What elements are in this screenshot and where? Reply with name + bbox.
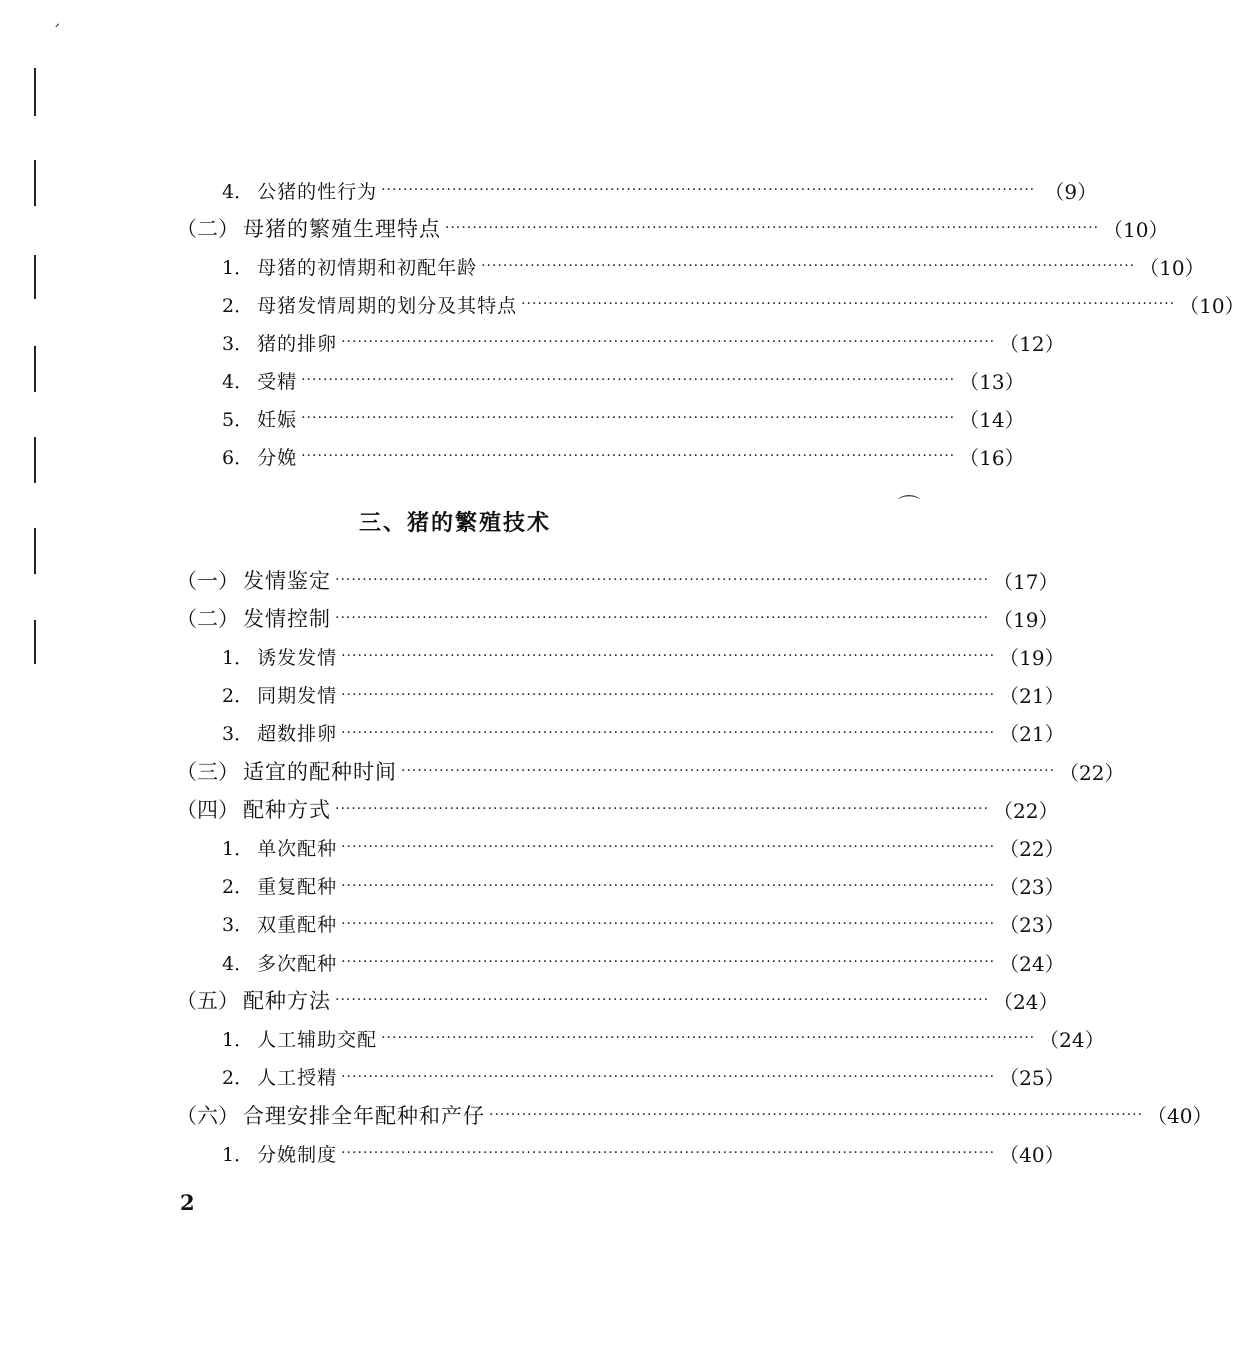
toc-entry-number: 3． <box>222 332 254 355</box>
toc-entry-title: 合理安排全年配种和产仔 <box>243 1103 485 1128</box>
toc-entry-page: （40） <box>1147 1104 1213 1129</box>
toc-leader-dots: ························································································································ <box>341 1068 996 1085</box>
toc-entry <box>222 717 1065 749</box>
toc-entry <box>222 946 1065 978</box>
toc-entry-number: （五） <box>176 989 239 1014</box>
toc-entry-title: 受精 <box>257 370 298 393</box>
toc-leader-dots: ························································································································ <box>489 1106 1144 1123</box>
toc-entry <box>176 793 1059 825</box>
toc-entry-title: 多次配种 <box>257 952 338 975</box>
toc-entry-title: 母猪的繁殖生理特点 <box>243 217 441 241</box>
toc-entry-page: （25） <box>999 1066 1065 1091</box>
margin-mark <box>34 68 36 116</box>
toc-entry-page: （10） <box>1179 293 1245 318</box>
toc-entry-number: 2． <box>222 876 254 899</box>
toc-entry-page: （21） <box>999 722 1065 747</box>
toc-entry <box>176 602 1059 634</box>
toc-entry-number: 1． <box>222 256 254 279</box>
toc-entry-title: 发情鉴定 <box>243 569 331 593</box>
margin-mark <box>34 255 36 299</box>
toc-entry-page: （24） <box>993 989 1059 1014</box>
toc-entry-number: 4． <box>222 370 254 393</box>
toc-leader-dots: ························································································································ <box>381 182 1036 198</box>
toc-leader-dots: ························································································································ <box>301 372 956 388</box>
toc-leader-dots: ························································································································ <box>301 410 956 426</box>
toc-entry <box>222 326 1065 358</box>
toc-entry <box>222 908 1065 940</box>
page-number: 2 <box>180 1190 195 1215</box>
toc-entry-number: 4． <box>222 952 254 975</box>
toc-entry-number: 1． <box>222 1143 254 1166</box>
toc-entry-number: 5． <box>222 408 254 431</box>
margin-mark <box>34 620 36 664</box>
toc-entry-number: （一） <box>176 569 239 593</box>
margin-mark <box>34 346 36 392</box>
toc-entry <box>222 640 1065 672</box>
toc-leader-dots: ························································································································ <box>381 1030 1036 1047</box>
margin-mark <box>34 437 36 483</box>
toc-entry-page: （13） <box>959 369 1025 394</box>
toc-leader-dots: ························································································································ <box>341 839 996 856</box>
scan-speck: ⌒ <box>898 495 921 520</box>
toc-entry-page: （9） <box>1044 179 1098 204</box>
toc-entry-number: 2． <box>222 294 254 317</box>
toc-entry-title: 诱发发情 <box>257 646 338 669</box>
toc-entry <box>222 440 1025 472</box>
toc-entry-title: 同期发情 <box>257 685 338 708</box>
toc-entry <box>176 212 1169 244</box>
toc-entry-number: 3． <box>222 914 254 937</box>
toc-entry <box>176 1099 1213 1131</box>
chapter-heading: 三、猪的繁殖技术 <box>358 511 551 536</box>
toc-entry-title: 人工授精 <box>257 1067 338 1090</box>
toc-entry-number: （二） <box>176 217 239 241</box>
toc-entry-number: （二） <box>176 607 239 632</box>
toc-entry-page: （22） <box>999 836 1065 861</box>
toc-entry <box>222 364 1025 396</box>
toc-entry-page: （21） <box>999 684 1065 709</box>
toc-entry-number: 6． <box>222 446 254 469</box>
margin-mark <box>34 160 36 206</box>
toc-leader-dots: ························································································································ <box>401 763 1056 779</box>
toc-entry-title: 人工辅助交配 <box>257 1028 378 1051</box>
toc-entry-number: 1． <box>222 837 254 860</box>
toc-leader-dots: ························································································································ <box>341 724 996 741</box>
toc-leader-dots: ························································································································ <box>445 220 1100 236</box>
toc-entry-title: 配种方法 <box>243 989 331 1014</box>
toc-leader-dots: ························································································································ <box>341 1145 996 1161</box>
toc-leader-dots: ························································································································ <box>335 992 990 1009</box>
toc-entry-page: （24） <box>1039 1027 1105 1052</box>
toc-entry <box>222 1022 1105 1054</box>
toc-entry-title: 配种方式 <box>243 798 331 823</box>
toc-entry-title: 超数排卵 <box>257 723 338 746</box>
toc-entry <box>222 831 1065 863</box>
toc-entry-number: 3． <box>222 723 254 746</box>
toc-leader-dots: ························································································································ <box>335 801 990 818</box>
toc-entry-page: （23） <box>999 913 1065 938</box>
toc-entry-page: （19） <box>999 645 1065 670</box>
toc-entry <box>176 564 1059 596</box>
toc-entry <box>222 402 1025 434</box>
toc-entry-title: 双重配种 <box>257 914 338 937</box>
scan-speck: ˊ <box>52 22 61 43</box>
toc-entry-number: 1． <box>222 1028 254 1051</box>
toc-entry <box>222 288 1245 320</box>
toc-entry <box>222 1061 1065 1093</box>
toc-entry-number: 2． <box>222 685 254 708</box>
toc-entry-title: 重复配种 <box>257 876 338 899</box>
toc-entry-page: （17） <box>993 569 1059 594</box>
toc-leader-dots: ························································································································ <box>481 258 1136 274</box>
toc-entry <box>222 1137 1065 1169</box>
toc-entry-page: （10） <box>1139 255 1205 280</box>
toc-entry-page: （16） <box>959 445 1025 470</box>
toc-entry-page: （24） <box>999 951 1065 976</box>
toc-leader-dots: ························································································································ <box>341 334 996 350</box>
toc-entry <box>176 984 1059 1016</box>
toc-entry <box>222 679 1065 711</box>
toc-entry-page: （22） <box>1059 760 1125 785</box>
toc-entry-number: （四） <box>176 798 239 823</box>
toc-entry-number: 1． <box>222 646 254 669</box>
toc-entry-title: 公猪的性行为 <box>257 180 378 203</box>
toc-entry-title: 妊娠 <box>257 408 298 431</box>
toc-entry-page: （40） <box>999 1142 1065 1167</box>
toc-entry-page: （23） <box>999 875 1065 900</box>
toc-entry <box>176 755 1125 787</box>
toc-entry <box>222 250 1205 282</box>
toc-leader-dots: ························································································································ <box>341 877 996 894</box>
toc-entry-title: 母猪的初情期和初配年龄 <box>257 256 478 279</box>
toc-leader-dots: ························································································································ <box>335 572 990 588</box>
toc-entry-number: 4． <box>222 180 254 203</box>
toc-entry-page: （19） <box>993 607 1059 632</box>
toc-entry-page: （10） <box>1103 217 1169 242</box>
toc-entry <box>222 174 1098 206</box>
toc-entry-page: （22） <box>993 798 1059 823</box>
toc-leader-dots: ························································································································ <box>341 686 996 703</box>
toc-entry-page: （14） <box>959 407 1025 432</box>
toc-entry-title: 猪的排卵 <box>257 332 338 355</box>
toc-entry-title: 发情控制 <box>243 607 331 632</box>
toc-entry-number: （六） <box>176 1103 239 1128</box>
toc-entry-title: 分娩 <box>257 446 298 469</box>
toc-entry-page: （12） <box>999 331 1065 356</box>
toc-entry-title: 母猪发情周期的划分及其特点 <box>257 294 518 317</box>
toc-entry-number: 2． <box>222 1067 254 1090</box>
toc-leader-dots: ························································································································ <box>341 915 996 932</box>
toc-entry-number: （三） <box>176 760 239 784</box>
toc-entry-title: 分娩制度 <box>257 1143 338 1166</box>
toc-leader-dots: ························································································································ <box>301 448 956 464</box>
toc-entry-title: 适宜的配种时间 <box>243 760 397 784</box>
toc-entry <box>222 870 1065 902</box>
toc-entry-title: 单次配种 <box>257 837 338 860</box>
toc-leader-dots: ························································································································ <box>521 296 1176 312</box>
toc-leader-dots: ························································································································ <box>341 954 996 970</box>
toc-leader-dots: ························································································································ <box>341 648 996 665</box>
toc-leader-dots: ························································································································ <box>335 610 990 627</box>
